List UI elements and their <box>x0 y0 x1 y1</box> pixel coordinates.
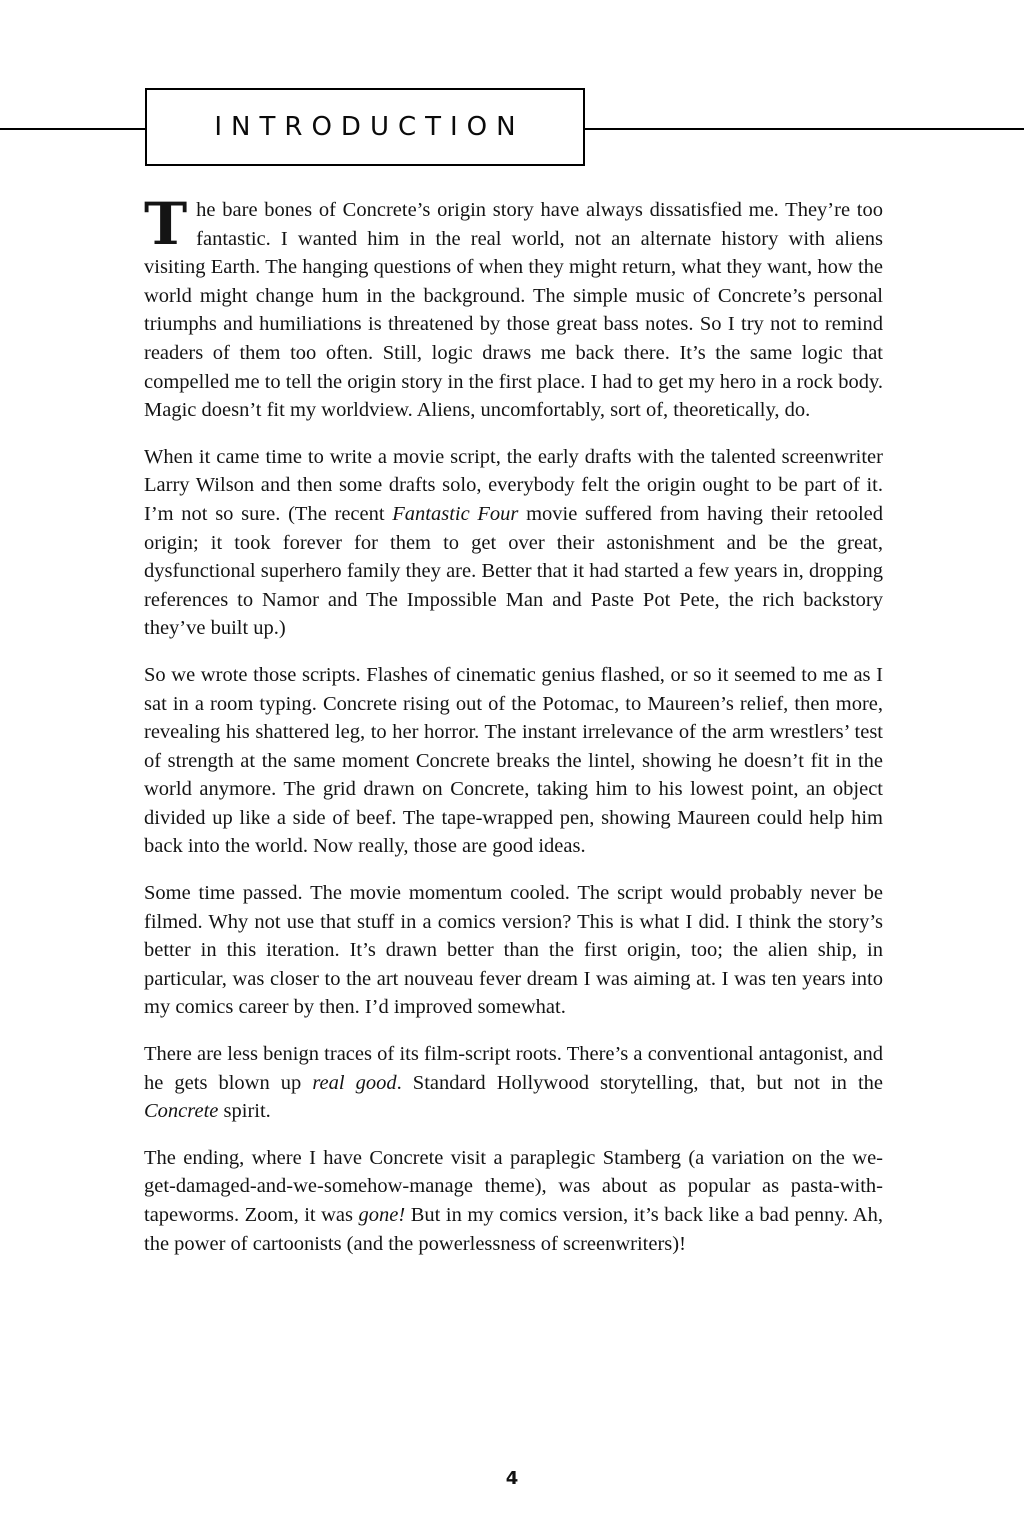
italic-run: Concrete <box>144 1100 219 1123</box>
paragraph-3: So we wrote those scripts. Flashes of cinematic genius flashed, or so it seemed to me as I sat in a room typing. Concrete rising out of the Potomac, to Maureen’s relief, then more, revealing his shattered leg, to her horror. The instant irrelevance of the arm wrestlers’ test of strength at the same moment Concrete breaks the lintel, showing he doesn’t fit in the world anymore. The grid drawn on Concrete, taking him to his lowest point, an object divided up like a side of beef. The tape-wrapped pen, showing Maureen could help him back into the world. Now really, those are good ideas. <box>144 663 883 858</box>
italic-run: Fantastic Four <box>392 502 519 525</box>
chapter-header <box>0 88 1024 170</box>
paragraph-5: There are less benign traces of its film-script roots. There’s a conventional antagonist, and he gets blown up real good. Standard Hollywood storytelling, that, but not in the Concrete spirit. <box>144 1043 883 1123</box>
italic-run: real good <box>312 1071 397 1094</box>
page-number: 4 <box>505 1468 519 1489</box>
paragraph-6: The ending, where I have Concrete visit a paraplegic Stamberg (a variation on the we-get-damaged-and-we-somehow-manage theme), was about as popular as pasta-with-tapeworms. Zoom, it was gone! But in my comics version, it’s back like a bad penny. Ah, the power of cartoonists (and the powerlessness of screenwriters)! <box>144 1146 883 1255</box>
italic-run: gone! <box>358 1204 406 1226</box>
chapter-title: INTRODUCTION <box>214 112 525 142</box>
header-rule-right <box>584 128 1024 130</box>
paragraph-1: The bare bones of Concrete’s origin story have always dissatisfied me. They’re too fantastic. I wanted him in the real world, not an alternate history with aliens visiting Earth. The hanging questions of when they might return, what they want, how the world might change hum in the background. The simple music of Concrete’s personal triumphs and humiliations is threatened by those great bass notes. So I try not to remind readers of them too often. Still, logic draws me back there. It’s the same logic that compelled me to tell the origin story in the first place. I had to get my hero in a rock body. Magic doesn’t fit my worldview. Aliens, uncomfortably, sort of, theoretically, do. <box>144 190 883 422</box>
paragraph-4: Some time passed. The movie momentum cooled. The script would probably never be filmed. Why not use that stuff in a comics version? This is what I did. I think the story’s better in this iteration. It’s drawn better than the first origin, too; the alien ship, in particular, was closer to the art nouveau fever dream I was aiming at. I was ten years into my comics career by then. I’d improved somewhat. <box>144 882 883 1019</box>
header-rule-left <box>0 128 146 130</box>
chapter-title-box <box>145 88 585 166</box>
body-text-column <box>144 190 883 1258</box>
paragraph-2: When it came time to write a movie script, the early drafts with the talented screenwriter Larry Wilson and then some drafts solo, everybody felt the origin ought to be part of it. I’m not so sure. (The recent Fantastic Four movie suffered from having their retooled origin; it took forever for them to get over their astonishment and be the great, dysfunctional superhero family they are. Better that it had started a few years in, dropping references to Namor and The Impossible Man and Paste Pot Pete, the rich backstory they’ve built up.) <box>144 445 883 640</box>
